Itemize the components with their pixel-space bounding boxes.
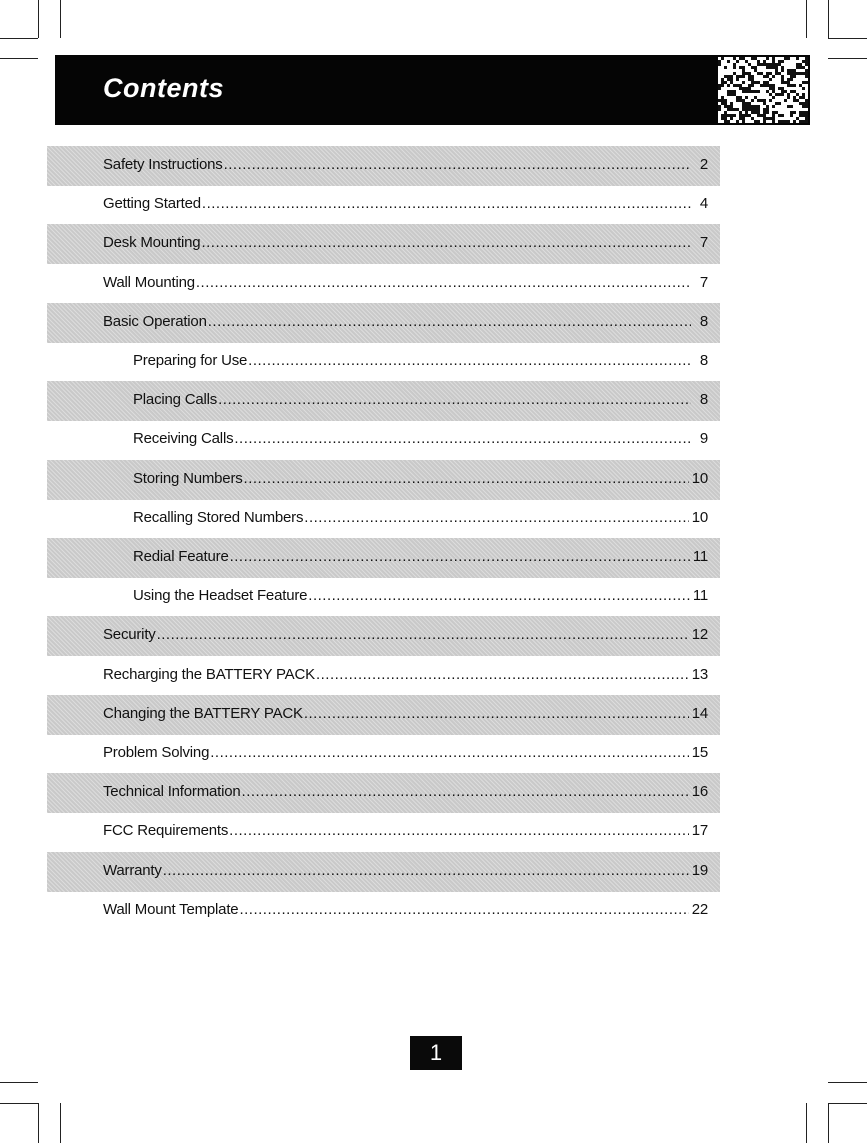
toc-entry xyxy=(47,185,720,225)
toc-entry-page: 8 xyxy=(699,313,708,330)
toc-entry xyxy=(47,734,720,774)
toc-entry-label: Using the Headset Feature xyxy=(133,587,308,604)
crop-mark xyxy=(0,58,38,59)
toc-entry-label: Getting Started xyxy=(103,195,201,212)
dot-leader xyxy=(242,783,689,800)
toc-entry-page: 17 xyxy=(691,822,708,839)
toc-entry-line xyxy=(103,234,708,254)
toc-entry-line xyxy=(133,470,708,490)
toc-entry-label: Safety Instructions xyxy=(103,156,223,173)
toc-entry-page: 14 xyxy=(691,705,708,722)
toc-entry-line xyxy=(103,862,708,882)
crop-mark xyxy=(828,1103,829,1143)
toc-entry-line xyxy=(103,822,708,842)
toc-entry xyxy=(47,577,720,617)
toc-entry-line xyxy=(103,195,708,215)
toc-entry-label: Wall Mounting xyxy=(103,274,195,291)
toc-entry-label: Placing Calls xyxy=(133,391,218,408)
toc-entry xyxy=(47,538,720,578)
toc-entry-page: 16 xyxy=(691,783,708,800)
crop-mark xyxy=(828,0,829,38)
toc-entry-label: Recharging the BATTERY PACK xyxy=(103,666,315,683)
toc-entry-page: 2 xyxy=(699,156,708,173)
toc-entry-label: Technical Information xyxy=(103,783,241,800)
toc-entry xyxy=(47,773,720,813)
dot-leader xyxy=(218,391,691,408)
dot-leader xyxy=(248,352,691,369)
toc-entry xyxy=(47,852,720,892)
toc-entry-label: Changing the BATTERY PACK xyxy=(103,705,303,722)
toc-entry-line xyxy=(103,901,708,921)
toc-entry-label: Receiving Calls xyxy=(133,430,234,447)
toc-entry xyxy=(47,460,720,500)
toc-entry xyxy=(47,499,720,539)
toc-entry xyxy=(47,695,720,735)
toc-entry-label: Redial Feature xyxy=(133,548,229,565)
toc-entry-label: Warranty xyxy=(103,862,162,879)
crop-mark xyxy=(0,38,38,39)
toc-entry-page: 13 xyxy=(691,666,708,683)
toc-entry-label: Basic Operation xyxy=(103,313,207,330)
dot-leader xyxy=(229,822,689,839)
toc-entry-page: 10 xyxy=(691,509,708,526)
toc-entry-page: 11 xyxy=(692,548,708,565)
dot-leader xyxy=(157,626,689,643)
toc-entry-page: 11 xyxy=(692,587,708,604)
toc-entry xyxy=(47,812,720,852)
toc-entry-page: 4 xyxy=(699,195,708,212)
contents-header xyxy=(55,55,810,125)
toc-entry-page: 22 xyxy=(691,901,708,918)
toc-entry-line xyxy=(133,352,708,372)
toc-entry-line xyxy=(133,587,708,607)
dot-leader xyxy=(224,156,691,173)
toc-entry-label: Desk Mounting xyxy=(103,234,201,251)
toc-entry-page: 8 xyxy=(699,391,708,408)
toc-entry-line xyxy=(133,391,708,411)
toc-entry xyxy=(47,224,720,264)
toc-entry-line xyxy=(103,744,708,764)
dot-leader xyxy=(202,195,691,212)
toc-entry-line xyxy=(103,156,708,176)
toc-entry xyxy=(47,146,720,186)
qr-code-icon xyxy=(718,57,808,123)
dot-leader xyxy=(196,274,691,291)
toc-entry xyxy=(47,342,720,382)
crop-mark xyxy=(38,1103,39,1143)
toc-entry-line xyxy=(133,509,708,529)
toc-entry-page: 10 xyxy=(691,470,708,487)
crop-mark xyxy=(828,1082,867,1083)
crop-mark xyxy=(38,0,39,38)
toc-entry-line xyxy=(103,783,708,803)
crop-mark xyxy=(806,1103,807,1143)
toc-entry xyxy=(47,264,720,304)
dot-leader xyxy=(304,509,688,526)
toc-entry-page: 7 xyxy=(699,274,708,291)
dot-leader xyxy=(230,548,690,565)
crop-mark xyxy=(806,0,807,38)
toc-entry-label: Security xyxy=(103,626,156,643)
crop-mark xyxy=(60,0,61,38)
toc-entry-label: Wall Mount Template xyxy=(103,901,239,918)
crop-mark xyxy=(0,1103,38,1104)
page-title: Contents xyxy=(103,73,224,103)
dot-leader xyxy=(234,430,691,447)
crop-mark xyxy=(0,1082,38,1083)
toc-entry xyxy=(47,381,720,421)
dot-leader xyxy=(308,587,690,604)
toc-entry xyxy=(47,303,720,343)
crop-mark xyxy=(828,38,867,39)
dot-leader xyxy=(210,744,688,761)
toc-entry-label: Storing Numbers xyxy=(133,470,243,487)
toc-entry-line xyxy=(103,705,708,725)
toc-entry-line xyxy=(133,430,708,450)
toc-entry-line xyxy=(103,313,708,333)
toc-entry-line xyxy=(103,626,708,646)
toc-entry-page: 12 xyxy=(691,626,708,643)
crop-mark xyxy=(828,58,867,59)
toc-entry-page: 9 xyxy=(699,430,708,447)
toc-entry xyxy=(47,891,720,931)
toc-entry xyxy=(47,420,720,460)
page-number: 1 xyxy=(410,1036,462,1070)
toc-entry-label: FCC Requirements xyxy=(103,822,229,839)
toc-entry-page: 8 xyxy=(699,352,708,369)
dot-leader xyxy=(201,234,691,251)
dot-leader xyxy=(208,313,691,330)
toc-entry xyxy=(47,616,720,656)
dot-leader xyxy=(304,705,689,722)
dot-leader xyxy=(163,862,689,879)
toc-entry-line xyxy=(103,274,708,294)
toc-entry-label: Recalling Stored Numbers xyxy=(133,509,304,526)
dot-leader xyxy=(244,470,689,487)
toc-entry xyxy=(47,656,720,696)
crop-mark xyxy=(828,1103,867,1104)
dot-leader xyxy=(239,901,688,918)
dot-leader xyxy=(316,666,689,683)
toc-entry-page: 7 xyxy=(699,234,708,251)
toc-entry-page: 15 xyxy=(691,744,708,761)
toc-entry-label: Problem Solving xyxy=(103,744,210,761)
toc-entry-page: 19 xyxy=(691,862,708,879)
toc-entry-line xyxy=(103,666,708,686)
toc-entry-line xyxy=(133,548,708,568)
crop-mark xyxy=(60,1103,61,1143)
toc-entry-label: Preparing for Use xyxy=(133,352,248,369)
